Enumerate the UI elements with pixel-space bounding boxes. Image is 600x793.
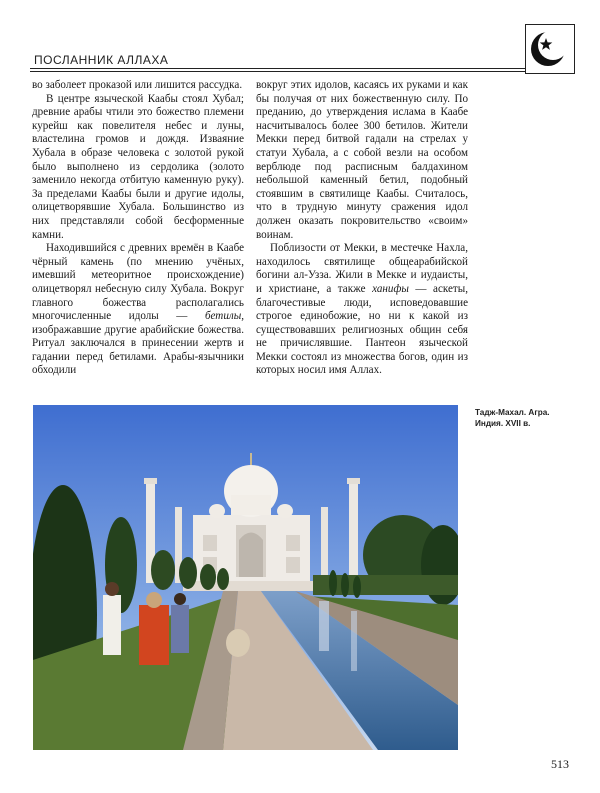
caption-line: Индия. XVII в. — [475, 419, 531, 428]
paragraph-text: Находившийся с древних времён в Каабе чёрный камень (по мнению учёных, имевший метеоритное происхождение) олицетворял небесную силу Хубала. Вокруг главного божества располагались многочисленные идолы — — [32, 242, 244, 323]
text-column-right — [256, 79, 468, 378]
crescent-star-icon — [525, 24, 575, 74]
paragraph — [32, 242, 244, 378]
page-number: 513 — [551, 757, 569, 771]
paragraph-text: изображавшие другие арабийские божества. Ритуал заключался в принесении жертв и гадании перед бетилами. Арабы-язычники обходили — [32, 323, 244, 377]
paragraph: вокруг этих идолов, касаясь их руками и как бы получая от них божественную силу. По преданию, до утверждения ислама в Каабе насчитывалось более 300 бетилов. Жители Мекки перед битвой гадали на стрелах у статуи Хубала, а с собой везли на особом верблюде под расписным балдахином небольшой каменный бетил, подобный стоявшим в святилище Каабы. Считалось, что в трудную минуту сражения идол должен оказать покровительство «своим» воинам. — [256, 79, 468, 241]
paragraph: В центре языческой Каабы стоял Хубал; древние арабы чтили это божество племени курейш как повелителя небес и луны, властелина громов и дождя. Изваяние Хубала в образе человека с золотой рукой было выполнено из сердолика (золото заменило некогда отбитую каменную руку). За пределами Каабы были и другие идолы, олицетворявшие Хубала. Большинство из них представляли собой бесформенные камни. — [32, 92, 244, 241]
term-emphasis: бетилы, — [204, 310, 244, 323]
term-emphasis: ханифы — [372, 282, 409, 295]
running-header-title: ПОСЛАННИК АЛЛАХА — [34, 53, 169, 67]
taj-mahal-photo — [33, 405, 458, 750]
photo-caption — [475, 407, 575, 429]
text-column-left — [32, 79, 244, 378]
paragraph-text: Поблизости от Мекки, в местечке Нахла, находилось святилище общеарабийской богини ал-Узза. Жили в Мекке и иудаисты, и христиане, а также — [256, 242, 468, 295]
header-rule — [30, 68, 525, 69]
running-header — [30, 50, 525, 70]
paragraph — [256, 242, 468, 378]
paragraph: во заболеет проказой или лишится рассудка. — [32, 79, 243, 91]
caption-line: Тадж-Махал. Агра. — [475, 408, 550, 417]
paragraph-text: — аскеты, благочестивые люди, исповедовавшие строгое единобожие, но ни к какой из существовавших религиозных общин себя не причислявшие. Пантеон языческой Мекки состоял из множества богов, один из которых носил имя Аллах. — [256, 282, 468, 377]
header-rule-thin — [30, 71, 525, 72]
